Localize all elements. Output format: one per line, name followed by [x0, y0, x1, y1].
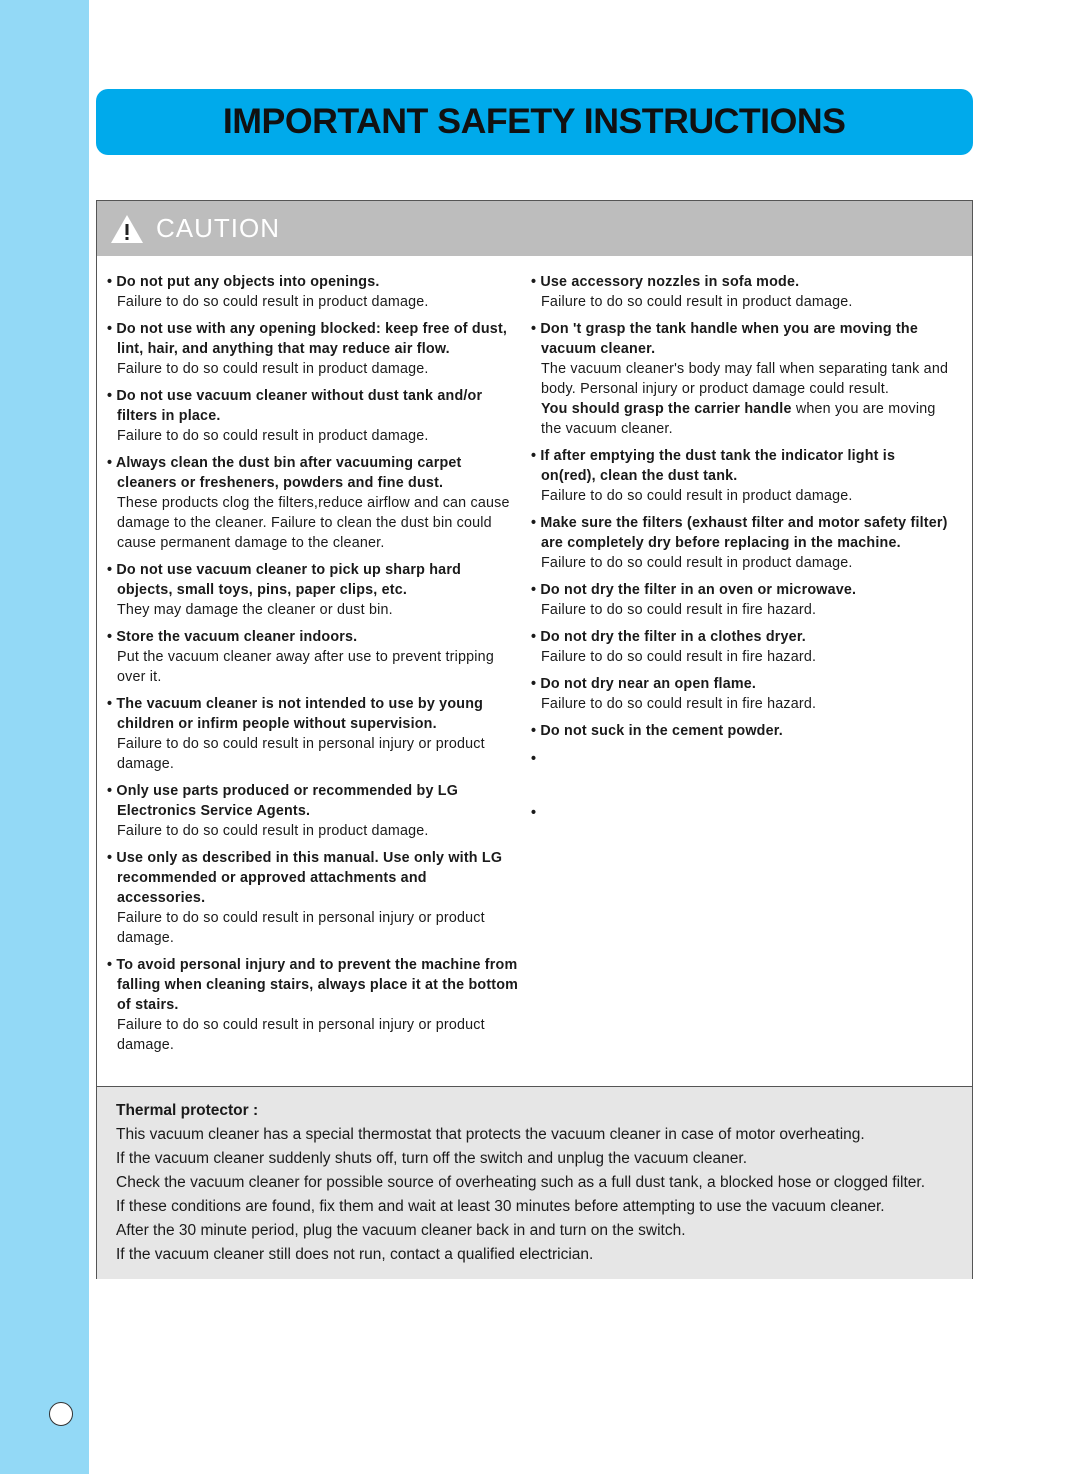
page-title: IMPORTANT SAFETY INSTRUCTIONS [223, 102, 846, 141]
list-item [107, 272, 519, 312]
item-heading: • Use only as described in this manual. Use only with LG recommended or approved attachments and accessories. [107, 850, 503, 906]
empty-bullet: • [531, 751, 537, 767]
item-description-extra [531, 399, 951, 439]
item-heading: • Do not dry near an open flame. [531, 676, 757, 692]
thermal-line: After the 30 minute period, plug the vacuum cleaner back in and turn on the switch. [116, 1222, 686, 1239]
item-description: Failure to do so could result in personal injury or product damage. [117, 736, 485, 772]
thermal-protector-box [97, 1086, 972, 1279]
item-heading: • Don 't grasp the tank handle when you are moving the vacuum cleaner. [531, 321, 919, 357]
item-heading: • Do not suck in the cement powder. [531, 723, 783, 739]
thermal-line: Check the vacuum cleaner for possible source of overheating such as a full dust tank, a blocked hose or clogged filter. [116, 1174, 926, 1191]
list-item [531, 272, 951, 312]
item-description: These products clog the filters,reduce airflow and can cause damage to the cleaner. Failure to clean the dust bin could cause permanent damage to the cleaner. [117, 495, 510, 551]
list-item [107, 848, 519, 948]
list-item [531, 319, 951, 439]
caution-box [96, 200, 973, 1279]
list-item [107, 319, 519, 379]
caution-header [97, 201, 972, 256]
thermal-title: Thermal protector : [116, 1102, 259, 1119]
item-description: Put the vacuum cleaner away after use to prevent tripping over it. [117, 649, 494, 685]
item-description: Failure to do so could result in fire hazard. [541, 602, 817, 618]
item-description: Failure to do so could result in product damage. [117, 361, 429, 377]
item-heading: • Do not put any objects into openings. [107, 274, 380, 290]
item-heading: • If after emptying the dust tank the indicator light is on(red), clean the dust tank. [531, 448, 896, 484]
item-heading: • Do not use vacuum cleaner to pick up sharp hard objects, small toys, pins, paper clips, etc. [107, 562, 462, 598]
list-item [531, 674, 951, 714]
left-column [107, 272, 519, 1062]
item-description: They may damage the cleaner or dust bin. [117, 602, 393, 618]
item-heading: • Always clean the dust bin after vacuuming carpet cleaners or fresheners, powders and fine dust. [107, 455, 462, 491]
item-heading: • Only use parts produced or recommended by LG Electronics Service Agents. [107, 783, 459, 819]
list-item [107, 955, 519, 1055]
list-item [107, 781, 519, 841]
phrase-rest: when you are moving the vacuum cleaner. [541, 401, 936, 437]
list-item [531, 513, 951, 573]
warning-triangle-icon [110, 214, 144, 244]
thermal-line: If the vacuum cleaner still does not run, contact a qualified electrician. [116, 1246, 594, 1263]
list-item [107, 560, 519, 620]
item-heading: • Do not use with any opening blocked: keep free of dust, lint, hair, and anything that may reduce air flow. [107, 321, 508, 357]
item-description: Failure to do so could result in personal injury or product damage. [117, 910, 485, 946]
item-description: Failure to do so could result in product damage. [541, 294, 853, 310]
item-heading: • Do not dry the filter in an oven or microwave. [531, 582, 857, 598]
side-color-bar [0, 0, 89, 1474]
item-heading: • Use accessory nozzles in sofa mode. [531, 274, 800, 290]
list-item [107, 453, 519, 553]
thermal-line: If these conditions are found, fix them and wait at least 30 minutes before attempting to use the vacuum cleaner. [116, 1198, 885, 1215]
thermal-line: This vacuum cleaner has a special thermostat that protects the vacuum cleaner in case of motor overheating. [116, 1126, 865, 1143]
item-description: Failure to do so could result in product damage. [117, 294, 429, 310]
list-item [531, 627, 951, 667]
item-description: Failure to do so could result in product damage. [117, 428, 429, 444]
item-description: The vacuum cleaner's body may fall when separating tank and body. Personal injury or product damage could result. [541, 361, 949, 397]
list-item [107, 386, 519, 446]
item-description: Failure to do so could result in product damage. [541, 555, 853, 571]
caution-label: CAUTION [156, 213, 280, 243]
list-item [531, 580, 951, 620]
page-number-circle [49, 1402, 73, 1426]
list-item [107, 627, 519, 687]
list-item [531, 446, 951, 506]
item-description: Failure to do so could result in product damage. [541, 488, 853, 504]
right-column [531, 272, 951, 823]
item-description: Failure to do so could result in product damage. [117, 823, 429, 839]
item-heading: • Make sure the filters (exhaust filter and motor safety filter) are completely dry before replacing in the machine. [531, 515, 948, 551]
item-heading: • Store the vacuum cleaner indoors. [107, 629, 358, 645]
item-description: Failure to do so could result in fire hazard. [541, 696, 817, 712]
item-heading: • Do not use vacuum cleaner without dust tank and/or filters in place. [107, 388, 483, 424]
item-heading: • Do not dry the filter in a clothes dryer. [531, 629, 806, 645]
thermal-line: If the vacuum cleaner suddenly shuts off, turn off the switch and unplug the vacuum cleaner. [116, 1150, 748, 1167]
item-description: Failure to do so could result in fire hazard. [541, 649, 817, 665]
list-item [107, 694, 519, 774]
item-heading: • The vacuum cleaner is not intended to use by young children or infirm people without supervision. [107, 696, 484, 732]
item-description: Failure to do so could result in personal injury or product damage. [117, 1017, 485, 1053]
title-banner [96, 89, 973, 155]
bold-phrase: You should grasp the carrier handle [541, 401, 792, 417]
empty-bullet: • [531, 805, 537, 821]
item-heading: • To avoid personal injury and to prevent the machine from falling when cleaning stairs, always place it at the bottom of stairs. [107, 957, 519, 1013]
list-item [531, 721, 951, 741]
thermal-content [116, 1099, 925, 1267]
